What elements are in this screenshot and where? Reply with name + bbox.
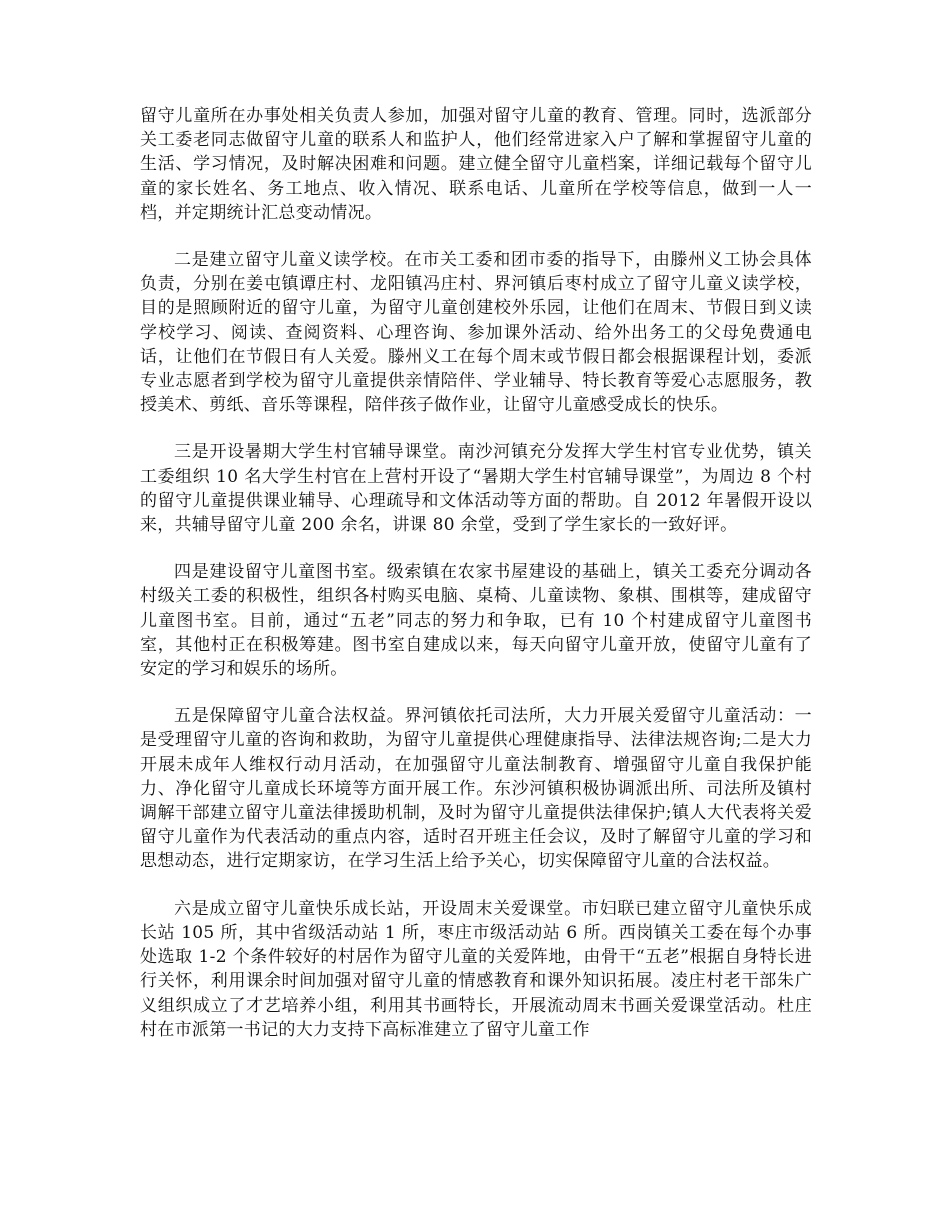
paragraph-5: 五是保障留守儿童合法权益。界河镇依托司法所，大力开展关爱留守儿童活动：一是受理留守儿童的咨询和救助，为留守儿童提供心理健康指导、法律法规咨询;二是大力开展未成年人维权行动月活动，在加强留守儿童法制教育、增强留守儿童自我保护能力、净化留守儿童成长环境等方面开展工作。东沙河镇积极协调派出所、司法所及镇村调解干部建立留守儿童法律援助机制，及时为留守儿童提供法律保护;镇人大代表将关爱留守儿童作为代表活动的重点内容，适时召开班主任会议，及时了解留守儿童的学习和思想动态，进行定期家访，在学习生活上给予关心，切实保障留守儿童的合法权益。 bbox=[140, 706, 812, 872]
paragraph-4: 四是建设留守儿童图书室。级索镇在农家书屋建设的基础上，镇关工委充分调动各村级关工委的积极性，组织各村购买电脑、桌椅、儿童读物、象棋、围棋等，建成留守儿童图书室。目前，通过“五老”同志的努力和争取，已有 10 个村建成留守儿童图书室，其他村正在积极筹建。图书室自建成以来，每天向留守儿童开放，使留守儿童有了安定的学习和娱乐的场所。 bbox=[140, 562, 812, 680]
document-body bbox=[140, 104, 812, 1065]
paragraph-6: 六是成立留守儿童快乐成长站，开设周末关爱课堂。市妇联已建立留守儿童快乐成长站 105 所，其中省级活动站 1 所，枣庄市级活动站 6 所。西岗镇关工委在每个办事处选取 1-2 个条件较好的村居作为留守儿童的关爱阵地，由骨干“五老”根据自身特长进行关怀，利用课余时间加强对留守儿童的情感教育和课外知识拓展。凌庄村老干部朱广义组织成立了才艺培养小组，利用其书画特长，开展流动周末书画关爱课堂活动。杜庄村在市派第一书记的大力支持下高标准建立了留守儿童工作 bbox=[140, 898, 812, 1040]
paragraph-3: 三是开设暑期大学生村官辅导课堂。南沙河镇充分发挥大学生村官专业优势，镇关工委组织 10 名大学生村官在上营村开设了“暑期大学生村官辅导课堂”，为周边 8 个村的留守儿童提供课业辅导、心理疏导和文体活动等方面的帮助。自 2012 年暑假开设以来，共辅导留守儿童 200 余名，讲课 80 余堂，受到了学生家长的一致好评。 bbox=[140, 442, 812, 536]
paragraph-2: 二是建立留守儿童义读学校。在市关工委和团市委的指导下，由滕州义工协会具体负责，分别在姜屯镇谭庄村、龙阳镇冯庄村、界河镇后枣村成立了留守儿童义读学校，目的是照顾附近的留守儿童，为留守儿童创建校外乐园，让他们在周末、节假日到义读学校学习、阅读、查阅资料、心理咨询、参加课外活动、给外出务工的父母免费通电话，让他们在节假日有人关爱。滕州义工在每个周末或节假日都会根据课程计划，委派专业志愿者到学校为留守儿童提供亲情陪伴、学业辅导、特长教育等爱心志愿服务，教授美术、剪纸、音乐等课程，陪伴孩子做作业，让留守儿童感受成长的快乐。 bbox=[140, 250, 812, 416]
paragraph-1: 留守儿童所在办事处相关负责人参加，加强对留守儿童的教育、管理。同时，选派部分关工委老同志做留守儿童的联系人和监护人，他们经常进家入户了解和掌握留守儿童的生活、学习情况，及时解决困难和问题。建立健全留守儿童档案，详细记载每个留守儿童的家长姓名、务工地点、收入情况、联系电话、儿童所在学校等信息，做到一人一档，并定期统计汇总变动情况。 bbox=[140, 106, 812, 223]
